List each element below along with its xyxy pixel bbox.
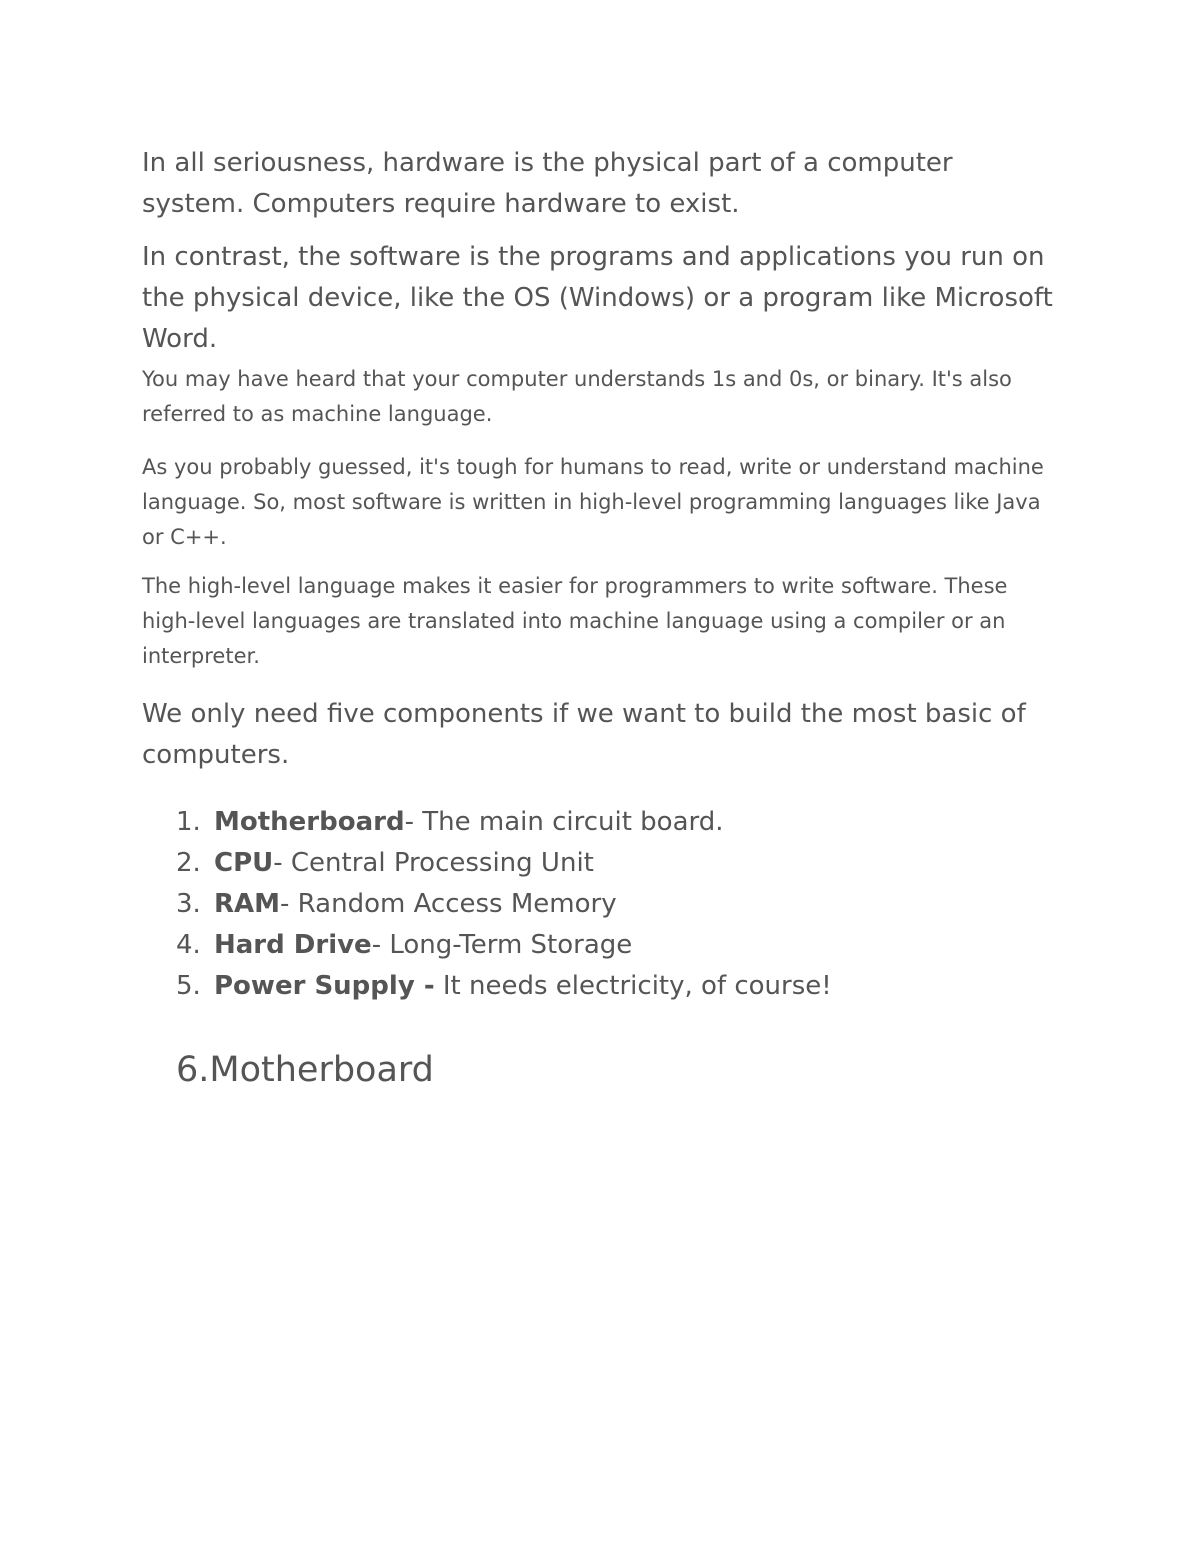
list-item-term: Motherboard [214,807,405,837]
list-item-description: It needs electricity, of course! [434,971,832,1001]
paragraph-high-level-languages: As you probably guessed, it's tough for humans to read, write or understand machine language. So, most software is written in high-level programming languages like Java or C++. [142,455,1044,549]
list-item-term: Power Supply - [214,971,435,1001]
list-item [176,884,1062,925]
list-item-number: 4. [176,930,201,960]
list-item-number: 5. [176,971,201,1001]
list-item-term: RAM [214,889,281,919]
list-item [176,843,1062,884]
paragraph-compiler: The high-level language makes it easier for programmers to write software. These high-level languages are translated into machine language using a compiler or an interpreter. [142,574,1008,668]
section-heading-motherboard: 6.Motherboard [176,1050,434,1090]
list-item-number: 1. [176,807,201,837]
components-list [142,802,1062,1007]
list-item-description: - Random Access Memory [280,889,617,919]
list-item-term: CPU [214,848,274,878]
document-body [142,143,1062,1095]
list-item-number: 3. [176,889,201,919]
list-item-term: Hard Drive [214,930,372,960]
list-item-description: - Long-Term Storage [371,930,633,960]
paragraph-binary: You may have heard that your computer understands 1s and 0s, or binary. It's also referred to as machine language. [142,367,1012,426]
paragraph-hardware-definition: In all seriousness, hardware is the physical part of a computer system. Computers require hardware to exist. [142,148,953,219]
list-item [176,925,1062,966]
list-item [176,966,1062,1007]
list-item-description: - The main circuit board. [404,807,724,837]
list-item [176,802,1062,843]
paragraph-software-definition: In contrast, the software is the programs and applications you run on the physical device, like the OS (Windows) or a program like Microsoft Word. [142,242,1053,354]
paragraph-five-components: We only need five components if we want to build the most basic of computers. [142,699,1026,770]
list-item-description: - Central Processing Unit [273,848,594,878]
list-item-number: 2. [176,848,201,878]
